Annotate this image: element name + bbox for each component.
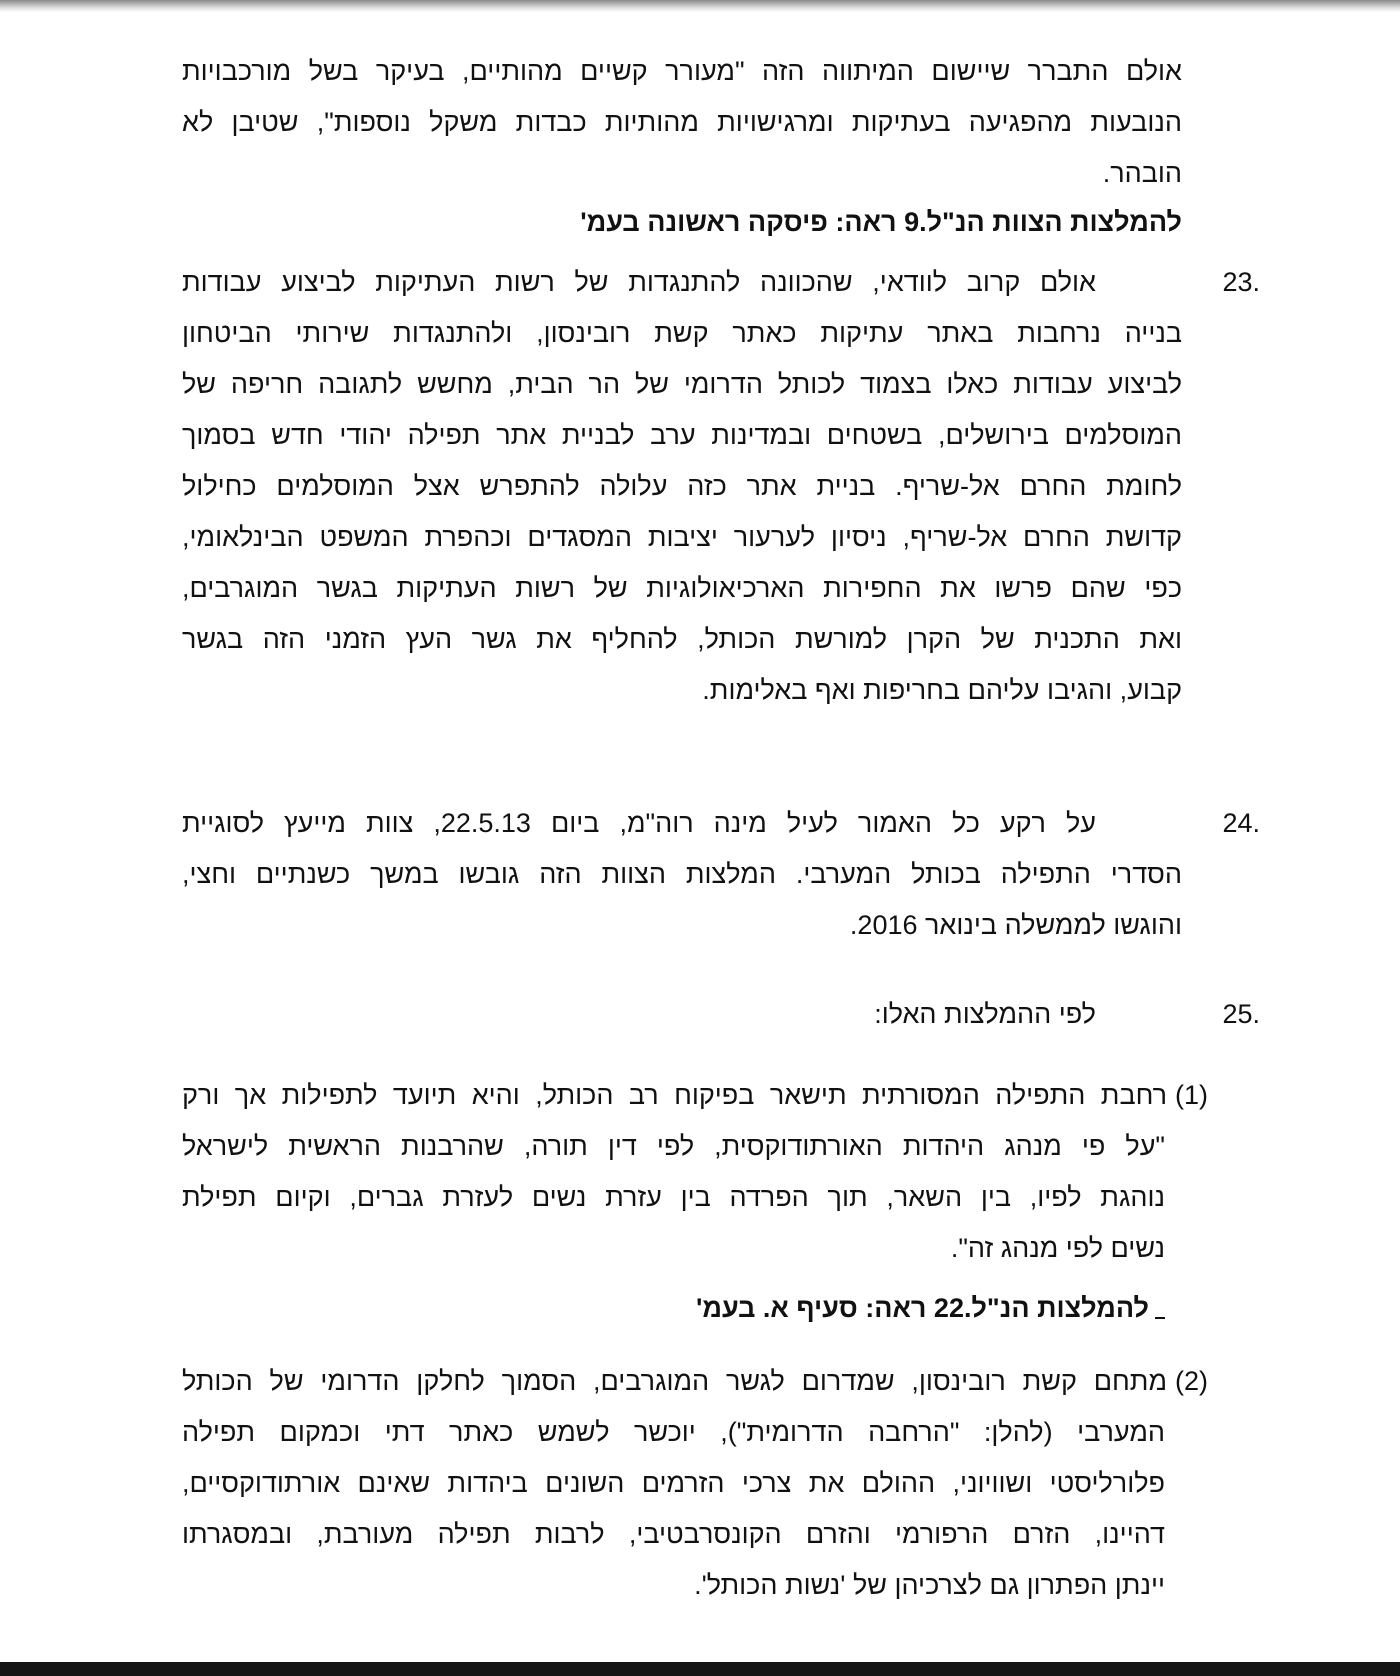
para23-line-7: כפי שהם פרשו את החפירות הארכיאולוגיות של רשות העתיקות בגשר המוגרבים, — [182, 573, 1182, 603]
para23-line-9: קבוע, והגיבו עליהם בחריפות ואף באלימות. — [702, 675, 1182, 705]
item2-line-3: פלורליסטי ושוויוני, ההולם את צרכי הזרמים השונים ביהדות שאינם אורתודוקסיים, — [182, 1468, 1165, 1498]
item2-line-1: מתחם קשת רובינסון, שמדרום לגשר המוגרבים, הסמוך לחלקן הדרומי של הכותל — [182, 1366, 1167, 1396]
item1-line-2: "על פי מנהג היהדות האורתודוקסית, לפי דין תורה, שהרבנות הראשית לישראל — [182, 1131, 1165, 1161]
para23-line-5: לחומת החרם אל-שריף. בניית אתר כזה עלולה להתפרש אצל המוסלמים כחילול — [182, 471, 1182, 501]
item2-line-5: יינתן הפתרון גם לצרכיהן של 'נשות הכותל'. — [694, 1570, 1165, 1600]
paragraph-number-23: 23. — [1222, 267, 1260, 297]
underline-mark — [1155, 1317, 1165, 1319]
scan-bottom-edge — [0, 1662, 1400, 1676]
item1-line-3: נוהגת לפיו, בין השאר, תוך הפרדה בין עזרת נשים לעזרת גברים, וקיום תפילת — [182, 1182, 1165, 1212]
intro-line-1: אולם התברר שיישום המיתווה הזה "מעורר קשיים מהותיים, בעיקר בשל מורכבויות — [182, 56, 1182, 86]
footnote-heading-2-wrap — [182, 1282, 1165, 1334]
item2-line-4: דהיינו, הזרם הרפורמי והזרם הקונסרבטיבי, לרבות תפילה מעורבת, ובמסגרתו — [182, 1519, 1165, 1549]
para23-line-1: אולם קרוב לוודאי, שהכוונה להתנגדות של רשות העתיקות לביצוע עבודות — [182, 267, 1096, 297]
footnote-heading-1: להמלצות הצוות הנ"ל.9 ראה: פיסקה ראשונה בעמ' — [580, 207, 1182, 237]
para24-line-2: הסדרי התפילה בכותל המערבי. המלצות הצוות הזה גובשו במשך כשנתיים וחצי, — [182, 859, 1182, 889]
para23-line-4: המוסלמים בירושלים, בשטחים ובמדינות ערב לבניית אתר תפילה יהודי חדש בסמוך — [182, 420, 1182, 450]
item-number-1: (1) — [1174, 1080, 1208, 1110]
item1-line-4: נשים לפי מנהג זה". — [950, 1233, 1165, 1263]
para23-line-2: בנייה נרחבות באתר עתיקות כאתר קשת רובינסון, ולהתנגדות שירותי הביטחון — [182, 318, 1182, 348]
para25-text: לפי ההמלצות האלו: — [874, 999, 1096, 1029]
para24-line-1: על רקע כל האמור לעיל מינה רוה"מ, ביום 22.5.13, צוות מייעץ לסוגיית — [182, 808, 1096, 838]
paragraph-number-25: 25. — [1222, 999, 1260, 1029]
item-number-2: (2) — [1174, 1366, 1208, 1396]
para24-line-3: והוגשו לממשלה בינואר 2016. — [849, 910, 1182, 940]
para23-line-1-wrap — [182, 256, 1182, 308]
para24-line-1-wrap — [182, 797, 1182, 849]
intro-line-3: הובהר. — [1102, 158, 1182, 188]
item1-line-1: רחבת התפילה המסורתית תישאר בפיקוח רב הכותל, והיא תיועד לתפילות אך ורק — [182, 1080, 1167, 1110]
paragraph-number-24: 24. — [1222, 808, 1260, 838]
para23-line-6: קדושת החרם אל-שריף, ניסיון לערעור יציבות המסגדים וכהפרת המשפט הבינלאומי, — [182, 522, 1182, 552]
para23-line-8: ואת התכנית של הקרן למורשת הכותל, להחליף את גשר העץ הזמני הזה בגשר — [182, 624, 1182, 654]
para23-line-3: לביצוע עבודות כאלו בצמוד לכותל הדרומי של הר הבית, מחשש לתגובה חריפה של — [182, 369, 1182, 399]
item2-line-2: המערבי (להלן: "הרחבה הדרומית"), יוכשר לשמש כאתר דתי וכמקום תפילה — [182, 1417, 1165, 1447]
intro-line-2: הנובעות מהפגיעה בעתיקות ומרגישויות מהותיות כבדות משקל נוספות", שטיבן לא — [182, 107, 1182, 137]
footnote-heading-2: להמלצות הנ"ל.22 ראה: סעיף א. בעמ' — [695, 1293, 1149, 1323]
